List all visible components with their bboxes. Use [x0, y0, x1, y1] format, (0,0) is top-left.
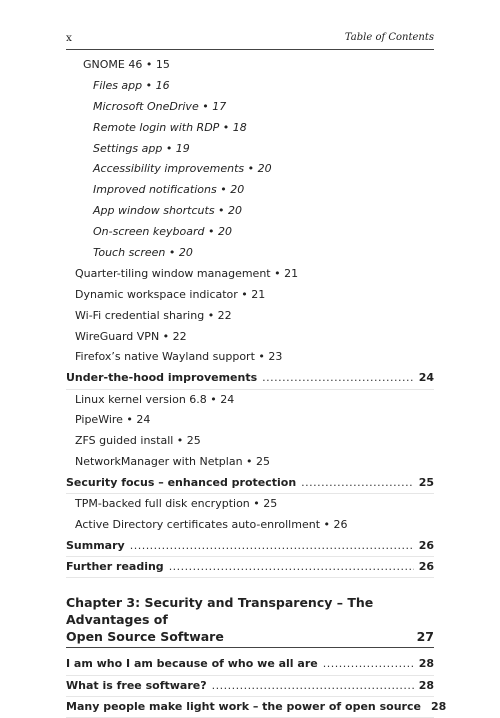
section-page: 28 [430, 699, 447, 713]
section-title: Further reading [66, 560, 164, 574]
section-page: 26 [418, 539, 434, 553]
dot-leader [323, 654, 414, 674]
toc-entry-wifi-sharing[interactable]: Wi-Fi credential sharing • 22 [75, 308, 232, 322]
section-page: 26 [418, 560, 434, 574]
toc-entry-files-app[interactable]: Files app • 16 [93, 78, 170, 92]
chapter-title-line1: Chapter 3: Security and Transparency – The Advantages of [66, 595, 374, 628]
section-title: What is free software? [66, 678, 207, 692]
dot-leader [301, 473, 414, 493]
toc-entry-networkmanager[interactable]: NetworkManager with Netplan • 25 [75, 455, 271, 469]
toc-section-who-i-am[interactable] [66, 654, 434, 675]
toc-section-under-the-hood[interactable] [66, 368, 434, 389]
toc-entry-onscreen-keyboard[interactable]: On-screen keyboard • 20 [93, 225, 232, 239]
toc-entry-kernel[interactable]: Linux kernel version 6.8 • 24 [75, 392, 235, 406]
section-title: Many people make light work – the power of open source [66, 699, 421, 713]
section-page: 28 [418, 657, 434, 671]
running-title: Table of Contents [344, 32, 434, 43]
toc-entry-window-shortcuts[interactable]: App window shortcuts • 20 [93, 204, 243, 218]
section-title: Security focus – enhanced protection [66, 476, 297, 490]
toc-entry-zfs[interactable]: ZFS guided install • 25 [75, 434, 201, 448]
toc-entry-firefox-wayland[interactable]: Firefox’s native Wayland support • 23 [75, 350, 283, 364]
toc-section-free-software[interactable] [66, 676, 434, 697]
toc-section-security-focus[interactable] [66, 473, 434, 494]
toc-section-power-of-open-source[interactable] [66, 697, 447, 718]
section-title: I am who I am because of who we all are [66, 657, 318, 671]
dot-leader [169, 557, 414, 577]
page-header [66, 32, 434, 50]
section-title: Summary [66, 539, 125, 553]
toc-entry-quarter-tiling[interactable]: Quarter-tiling window management • 21 [75, 266, 299, 280]
toc-entry-active-directory[interactable]: Active Directory certificates auto-enrollment • 26 [75, 518, 348, 532]
toc-entry-workspace-indicator[interactable]: Dynamic workspace indicator • 21 [75, 287, 266, 301]
toc-entry-pipewire[interactable]: PipeWire • 24 [75, 413, 151, 427]
dot-leader [130, 536, 414, 556]
section-page: 24 [418, 371, 434, 385]
toc-entry-accessibility[interactable]: Accessibility improvements • 20 [93, 162, 272, 176]
chapter-title-line2: Open Source Software [66, 629, 224, 645]
table-of-contents [66, 55, 447, 718]
section-page: 28 [418, 678, 434, 692]
toc-entry-tpm[interactable]: TPM-backed full disk encryption • 25 [75, 497, 278, 511]
chapter-page: 27 [416, 629, 434, 645]
toc-section-summary[interactable] [66, 536, 434, 557]
toc-entry-rdp[interactable]: Remote login with RDP • 18 [93, 120, 247, 134]
toc-entry-settings-app[interactable]: Settings app • 19 [93, 141, 190, 155]
toc-entry-onedrive[interactable]: Microsoft OneDrive • 17 [93, 99, 227, 113]
toc-chapter-3[interactable] [66, 594, 434, 648]
toc-entry-gnome46[interactable]: GNOME 46 • 15 [83, 58, 170, 71]
toc-section-further-reading[interactable] [66, 557, 434, 578]
section-page: 25 [418, 476, 434, 490]
toc-entry-touch-screen[interactable]: Touch screen • 20 [93, 246, 193, 260]
toc-entry-wireguard[interactable]: WireGuard VPN • 22 [75, 329, 187, 343]
dot-leader [262, 368, 414, 388]
page-number: x [66, 32, 72, 44]
toc-entry-notifications[interactable]: Improved notifications • 20 [93, 183, 245, 197]
dot-leader [212, 676, 414, 696]
section-title: Under-the-hood improvements [66, 371, 258, 385]
